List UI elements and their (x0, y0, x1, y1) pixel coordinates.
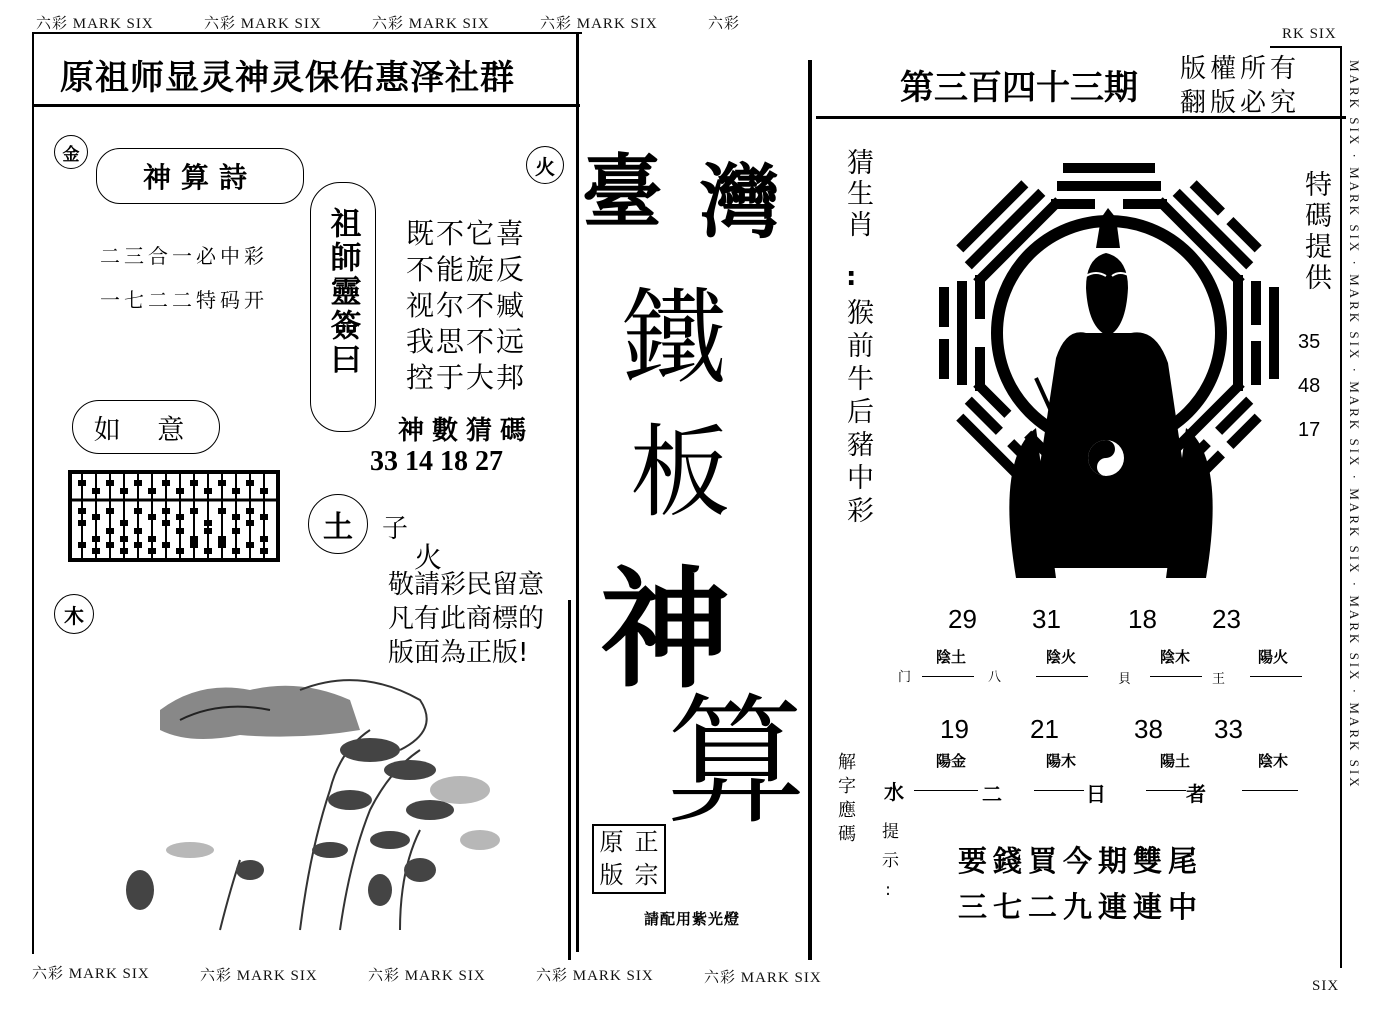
special-label: 特碼提供 (1300, 170, 1331, 294)
earth-side-char: 子 (382, 514, 409, 544)
watermark-top-right: RK SIX (1282, 26, 1337, 42)
special-numbers: 35 48 17 (1298, 331, 1321, 441)
notice-line: 版面為正版! (388, 638, 529, 668)
oracle-line: 不能旋反 (406, 253, 527, 286)
row2-blanks: 水 二 日 者 (880, 774, 1310, 804)
right-panel-right-rule (1340, 48, 1342, 968)
oracle-line: 视尔不臧 (406, 289, 527, 322)
zodiac-label: 猜生肖 (842, 148, 873, 241)
center-title-char-5: 神 (600, 553, 731, 706)
abacus-graphic (68, 470, 280, 562)
ruyi-badge: 如 意 (72, 400, 220, 454)
row1-blanks: 门 八 貝 王 (892, 664, 1312, 688)
notice-line: 凡有此商標的 (388, 604, 545, 634)
oracle-line: 控于大邦 (406, 361, 527, 394)
oracle-label: 祖師靈簽曰 (324, 207, 361, 377)
center-title-char-1: 臺 (582, 145, 662, 239)
hint-lines: 要錢買今期雙尾 三七二九連連中 (958, 844, 1204, 924)
fire-small-char: 火 (414, 541, 443, 574)
badge-earth: 土 (308, 494, 368, 554)
oracle-line: 既不它喜 (406, 217, 527, 250)
bagua-deity-illustration (936, 158, 1282, 588)
zodiac-colon: : (846, 262, 857, 292)
zodiac-hint: 猴前牛后豬中彩 (842, 298, 873, 529)
guess-label: 神數猜碼 (398, 416, 535, 446)
poem-line-2: 一七二二特码开 (100, 288, 268, 312)
poem-title-box (96, 148, 304, 204)
notice-lines (388, 568, 544, 670)
center-title-char-3: 鐵 (622, 277, 727, 399)
watermark-bottom: 六彩 MARK SIX 六彩 MARK SIX 六彩 MARK SIX 六彩 MARK SIX 六彩 MARK SIX (32, 966, 822, 984)
badge-wood: 木 (54, 594, 94, 634)
badge-fire: 火 (526, 146, 564, 184)
watermark-top: 六彩 MARK SIX 六彩 MARK SIX 六彩 MARK SIX 六彩 MARK SIX 六彩 (36, 16, 741, 32)
center-title-char-4: 板 (630, 414, 730, 531)
copyright-lines: 版權所有 翻版必究 (1180, 54, 1301, 118)
poem-title: 神算詩 (142, 161, 257, 194)
center-right-rule (808, 60, 812, 960)
center-left-rule (568, 600, 571, 960)
watermark-bottom-right: SIX (1312, 978, 1340, 994)
badge-gold: 金 (54, 135, 88, 169)
oracle-line: 我思不远 (406, 325, 527, 358)
authentic-seal: 原 正 版 宗 (592, 824, 666, 894)
landscape-illustration (100, 670, 530, 950)
hint-label: 提示: (878, 822, 898, 912)
left-header-rule (32, 104, 580, 107)
issue-title: 第三百四十三期 (900, 68, 1138, 108)
left-panel-right-rule (576, 32, 579, 952)
oracle-lines (406, 216, 526, 396)
left-header-title: 原祖师显灵神灵保佑惠泽社群 (60, 58, 515, 98)
guess-numbers: 33 14 18 27 (370, 446, 503, 477)
notice-line: 敬請彩民留意 (388, 570, 545, 600)
center-footer-note: 請配用紫光燈 (644, 910, 741, 928)
watermark-right-vertical: MARK SIX · MARK SIX · MARK SIX · MARK SIX · MARK SIX · MARK SIX · MARK SIX (1347, 60, 1362, 790)
poem-line-1: 二三合一必中彩 (100, 244, 268, 268)
center-title-char-6: 算 (666, 681, 807, 844)
oracle-label-box (310, 182, 376, 432)
decode-label: 解字應碼 (835, 752, 856, 848)
right-panel-top-rule (1270, 46, 1342, 48)
center-title-char-2: 灣 (700, 155, 780, 249)
